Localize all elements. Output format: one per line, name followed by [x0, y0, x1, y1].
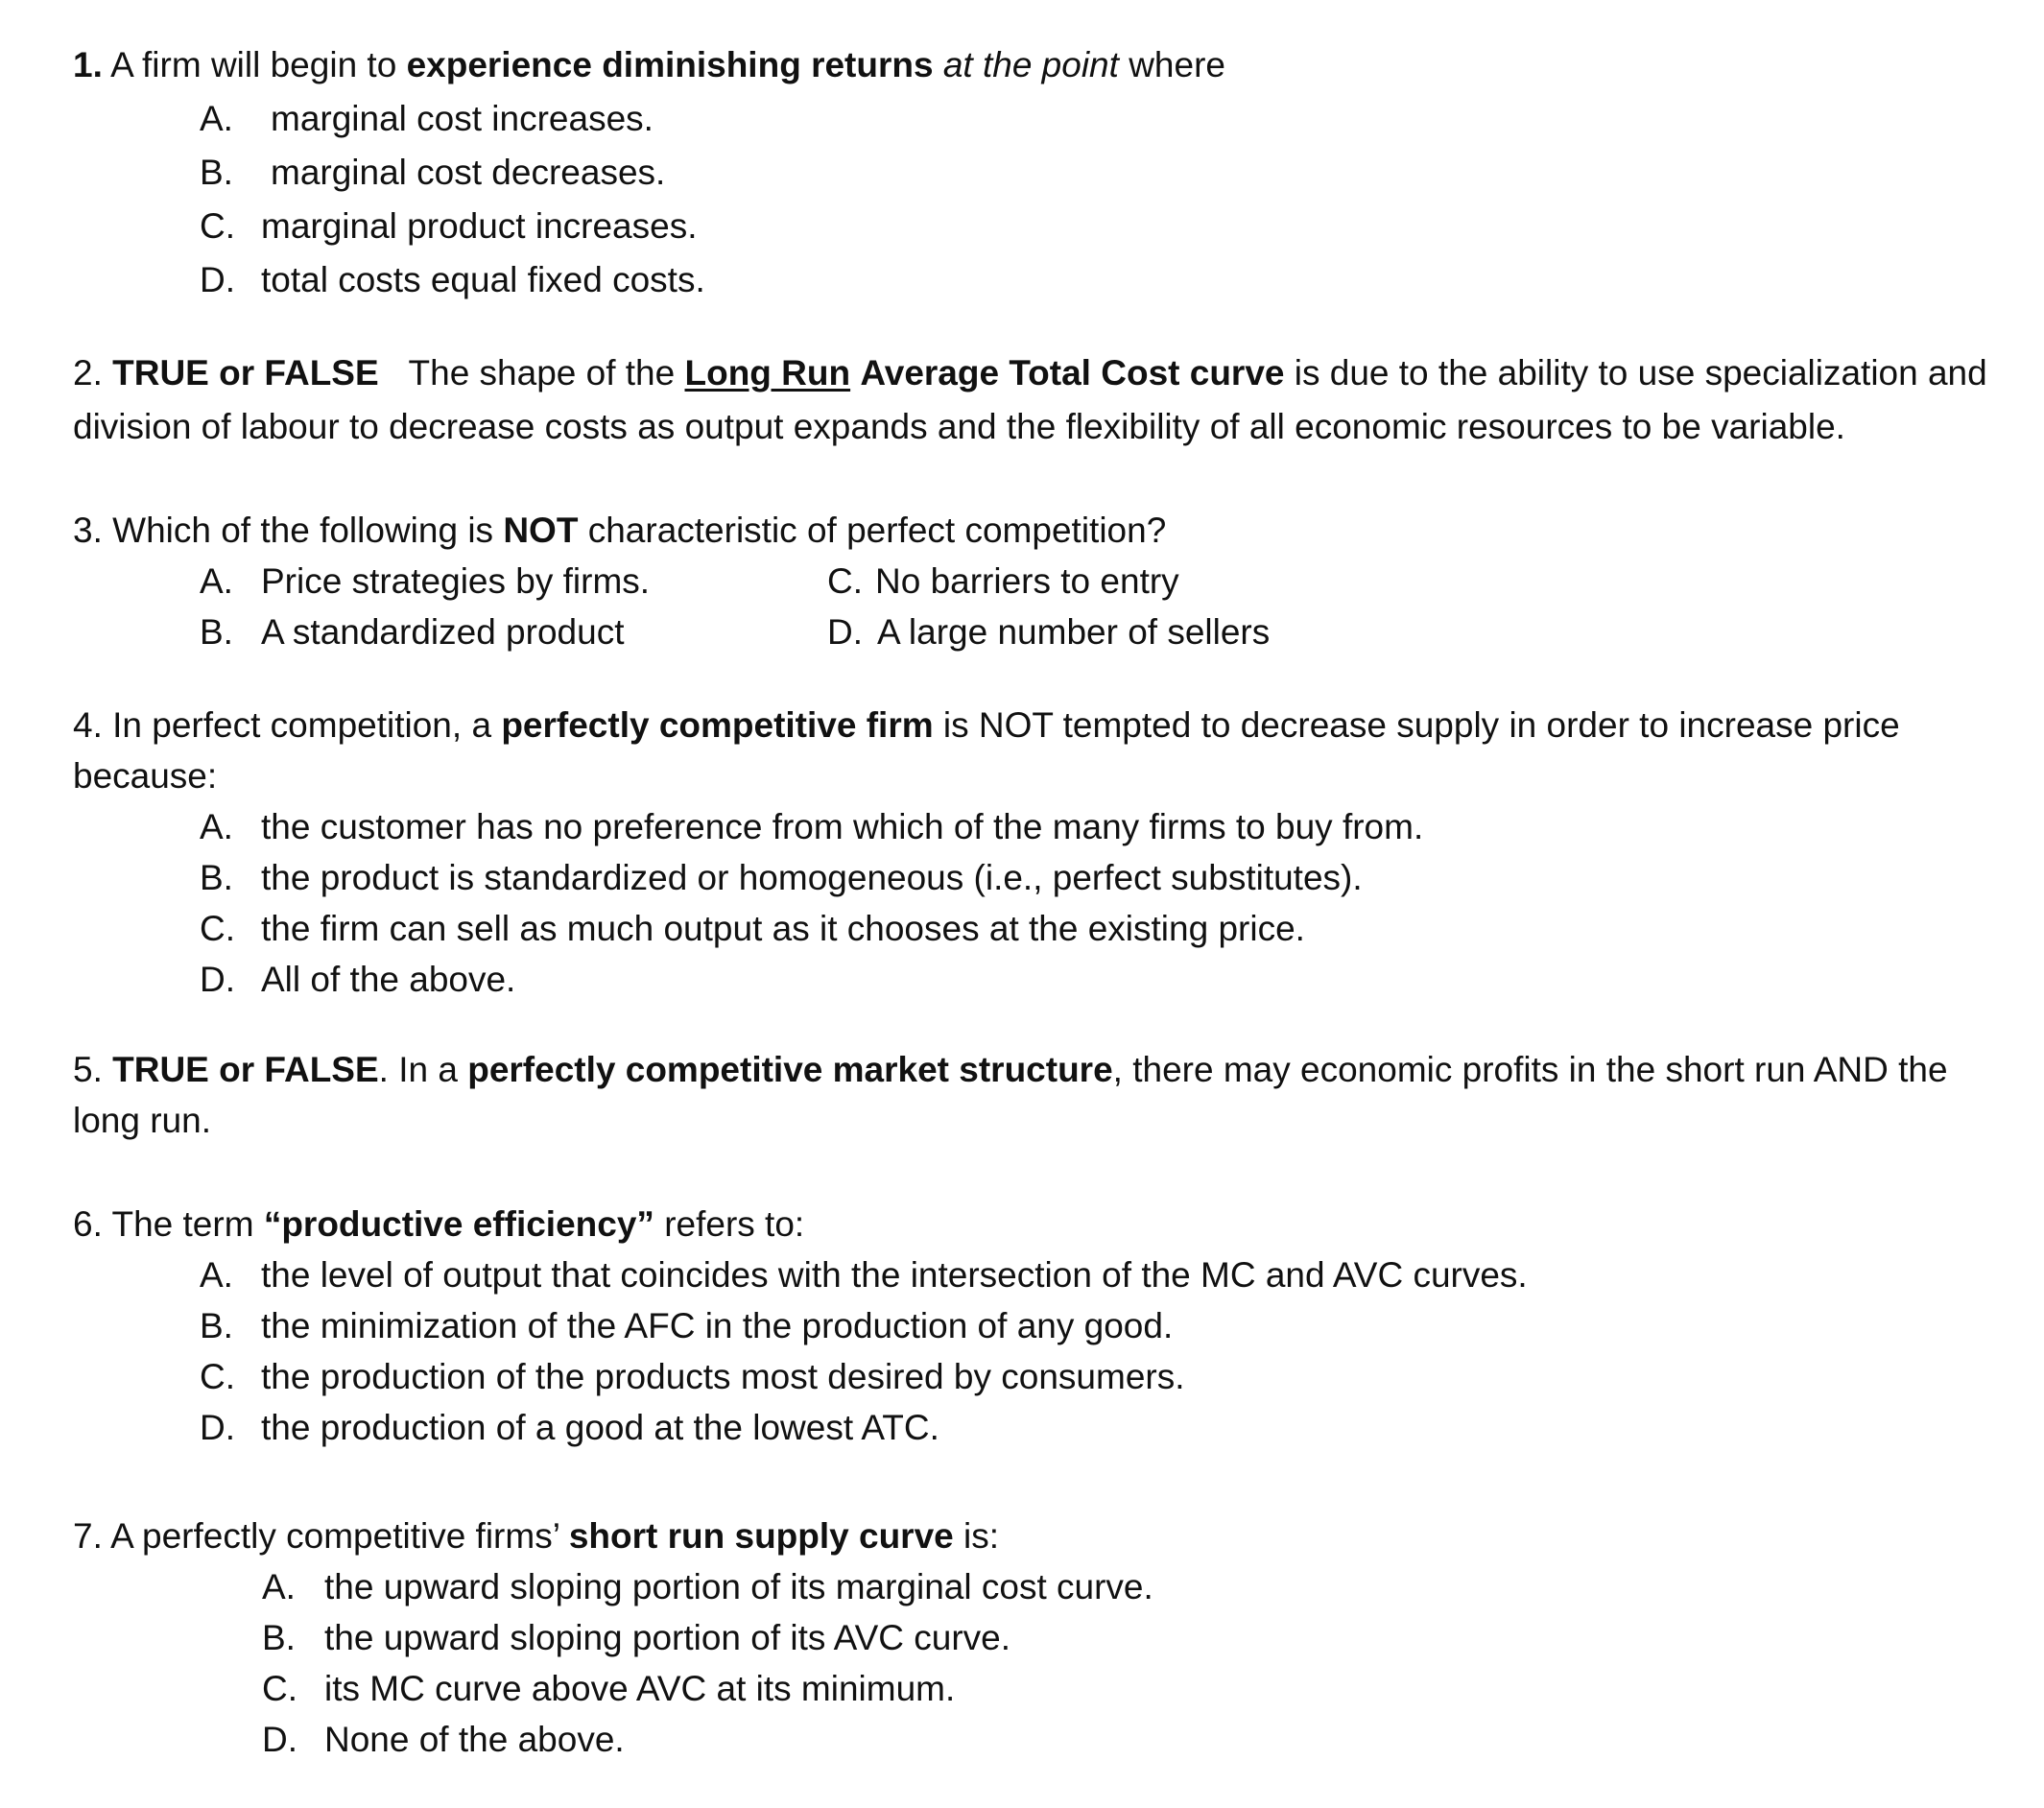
question-6-number: 6.: [73, 1204, 103, 1244]
question-3-stem: 3. Which of the following is NOT characteristic of perfect competition?: [73, 511, 1167, 550]
question-4-stem: 4. In perfect competition, a perfectly competitive firm is NOT tempted to decrease supply in order to increase price: [73, 705, 1900, 745]
question-2-stem-cont: division of labour to decrease costs as output expands and the flexibility of all economic resources to be variable.: [73, 407, 1845, 446]
question-5-stem: 5. TRUE or FALSE. In a perfectly competitive market structure, there may economic profits in the short run AND the: [73, 1050, 1948, 1089]
question-5-number: 5.: [73, 1050, 103, 1089]
question-2-stem: 2. TRUE or FALSE The shape of the Long Run Average Total Cost curve is due to the ability to use specialization and: [73, 353, 1987, 393]
long-run-term: Long Run: [684, 353, 851, 393]
question-5-stem-cont: long run.: [73, 1101, 211, 1140]
question-1-stem: 1. A firm will begin to experience diminishing returns at the point where: [73, 45, 1225, 84]
question-4-stem-cont: because:: [73, 756, 218, 796]
productive-efficiency-term: “productive efficiency”: [263, 1204, 654, 1244]
true-false-label: TRUE or FALSE: [112, 353, 379, 393]
perfectly-competitive-market-term: perfectly competitive market structure: [467, 1050, 1113, 1089]
question-2-number: 2.: [73, 353, 103, 393]
question-1-number: 1.: [73, 45, 103, 84]
question-7-stem: 7. A perfectly competitive firms’ short run supply curve is:: [73, 1516, 1000, 1556]
not-emphasis: NOT: [503, 511, 579, 550]
question-1-emphasis: experience diminishing returns: [406, 45, 934, 84]
short-run-supply-curve-term: short run supply curve: [568, 1516, 954, 1556]
question-4-number: 4.: [73, 705, 103, 745]
question-7-number: 7.: [73, 1516, 103, 1556]
perfectly-competitive-firm-term: perfectly competitive firm: [501, 705, 934, 745]
question-6-stem: 6. The term “productive efficiency” refers to:: [73, 1204, 805, 1244]
true-false-label-2: TRUE or FALSE: [112, 1050, 379, 1089]
question-3-number: 3.: [73, 511, 103, 550]
